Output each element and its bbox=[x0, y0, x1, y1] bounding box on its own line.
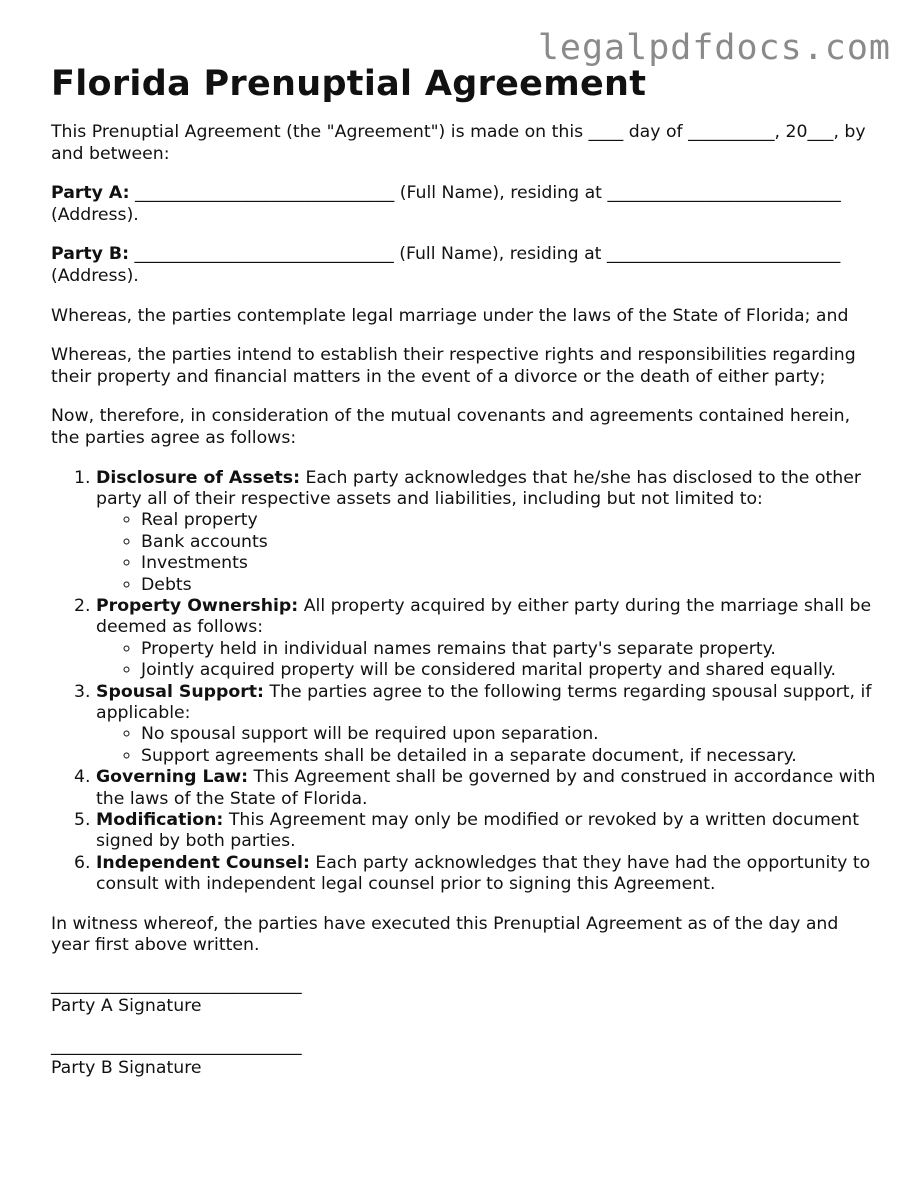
party-a-paragraph bbox=[51, 183, 881, 226]
signature-label: Party B Signature bbox=[51, 1057, 202, 1078]
list-item: ◦ No spousal support will be required upon separation. bbox=[141, 724, 881, 745]
clause-text: This Agreement shall be governed by and construed in accordance with the laws of the State of Florida. bbox=[96, 767, 876, 809]
clause-heading: Governing Law: bbox=[96, 767, 249, 788]
clauses-list bbox=[51, 468, 881, 896]
party-b-text: ______________________________ (Full Name), residing at ___________________________ (Address). bbox=[51, 244, 841, 286]
signature-label: Party A Signature bbox=[51, 996, 202, 1017]
clause-text: All property acquired by either party during the marriage shall be deemed as follows: bbox=[96, 595, 872, 638]
list-item: ◦ Investments bbox=[141, 553, 881, 574]
party-a-label: Party A: bbox=[51, 183, 130, 204]
list-item: ◦ Real property bbox=[141, 510, 881, 531]
list-item: ◦ Support agreements shall be detailed in a separate document, if necessary. bbox=[141, 746, 881, 767]
list-item: ◦ Jointly acquired property will be considered marital property and shared equally. bbox=[141, 660, 881, 681]
clause-sublist bbox=[96, 639, 881, 682]
watermark: legalpdfdocs.com bbox=[537, 28, 891, 68]
clause-spousal-support bbox=[96, 682, 881, 768]
party-a-text: ______________________________ (Full Name), residing at ___________________________ (Address). bbox=[51, 183, 841, 225]
signature-line: _____________________________ bbox=[51, 1036, 302, 1057]
list-item: ◦ Property held in individual names remains that party's separate property. bbox=[141, 639, 881, 660]
whereas-paragraph-2: Whereas, the parties intend to establish their respective rights and responsibilities regarding their property and financial matters in the event of a divorce or the death of either party; bbox=[51, 345, 856, 387]
clause-text: This Agreement may only be modified or revoked by a written document signed by both parties. bbox=[96, 810, 860, 852]
clause-sublist bbox=[96, 510, 881, 596]
party-a-signature-block bbox=[51, 975, 881, 1018]
document-body bbox=[51, 64, 881, 1097]
clause-heading: Independent Counsel: bbox=[96, 852, 310, 873]
signature-line: _____________________________ bbox=[51, 974, 302, 995]
list-item: ◦ Bank accounts bbox=[141, 532, 881, 553]
clause-property-ownership bbox=[96, 596, 881, 682]
party-b-paragraph bbox=[51, 244, 881, 287]
whereas-paragraph-1: Whereas, the parties contemplate legal marriage under the laws of the State of Florida; and bbox=[51, 305, 849, 326]
clause-text: Each party acknowledges that he/she has disclosed to the other party all of their respective assets and liabilities, including but not limited to: bbox=[96, 467, 861, 509]
clause-heading: Disclosure of Assets: bbox=[96, 467, 300, 488]
party-b-label: Party B: bbox=[51, 244, 130, 265]
clause-independent-counsel bbox=[96, 853, 881, 896]
page-title: Florida Prenuptial Agreement bbox=[51, 64, 647, 104]
clause-disclosure bbox=[96, 468, 881, 596]
clause-governing-law bbox=[96, 767, 881, 810]
list-item: ◦ Debts bbox=[141, 575, 881, 596]
witness-paragraph: In witness whereof, the parties have executed this Prenuptial Agreement as of the day and year first above written. bbox=[51, 913, 839, 956]
now-therefore-paragraph: Now, therefore, in consideration of the mutual covenants and agreements contained herein, the parties agree as follows: bbox=[51, 406, 851, 448]
clause-heading: Modification: bbox=[96, 810, 224, 831]
clause-text: Each party acknowledges that they have had the opportunity to consult with independent legal counsel prior to signing this Agreement. bbox=[96, 852, 871, 895]
clause-modification bbox=[96, 810, 881, 853]
clause-sublist bbox=[96, 724, 881, 767]
party-b-signature-block bbox=[51, 1036, 881, 1079]
clause-text: The parties agree to the following terms regarding spousal support, if applicable: bbox=[96, 681, 872, 723]
clause-heading: Property Ownership: bbox=[96, 595, 299, 616]
intro-paragraph: This Prenuptial Agreement (the "Agreement") is made on this ____ day of __________, 20___, by and between: bbox=[51, 122, 866, 164]
clause-heading: Spousal Support: bbox=[96, 681, 264, 702]
